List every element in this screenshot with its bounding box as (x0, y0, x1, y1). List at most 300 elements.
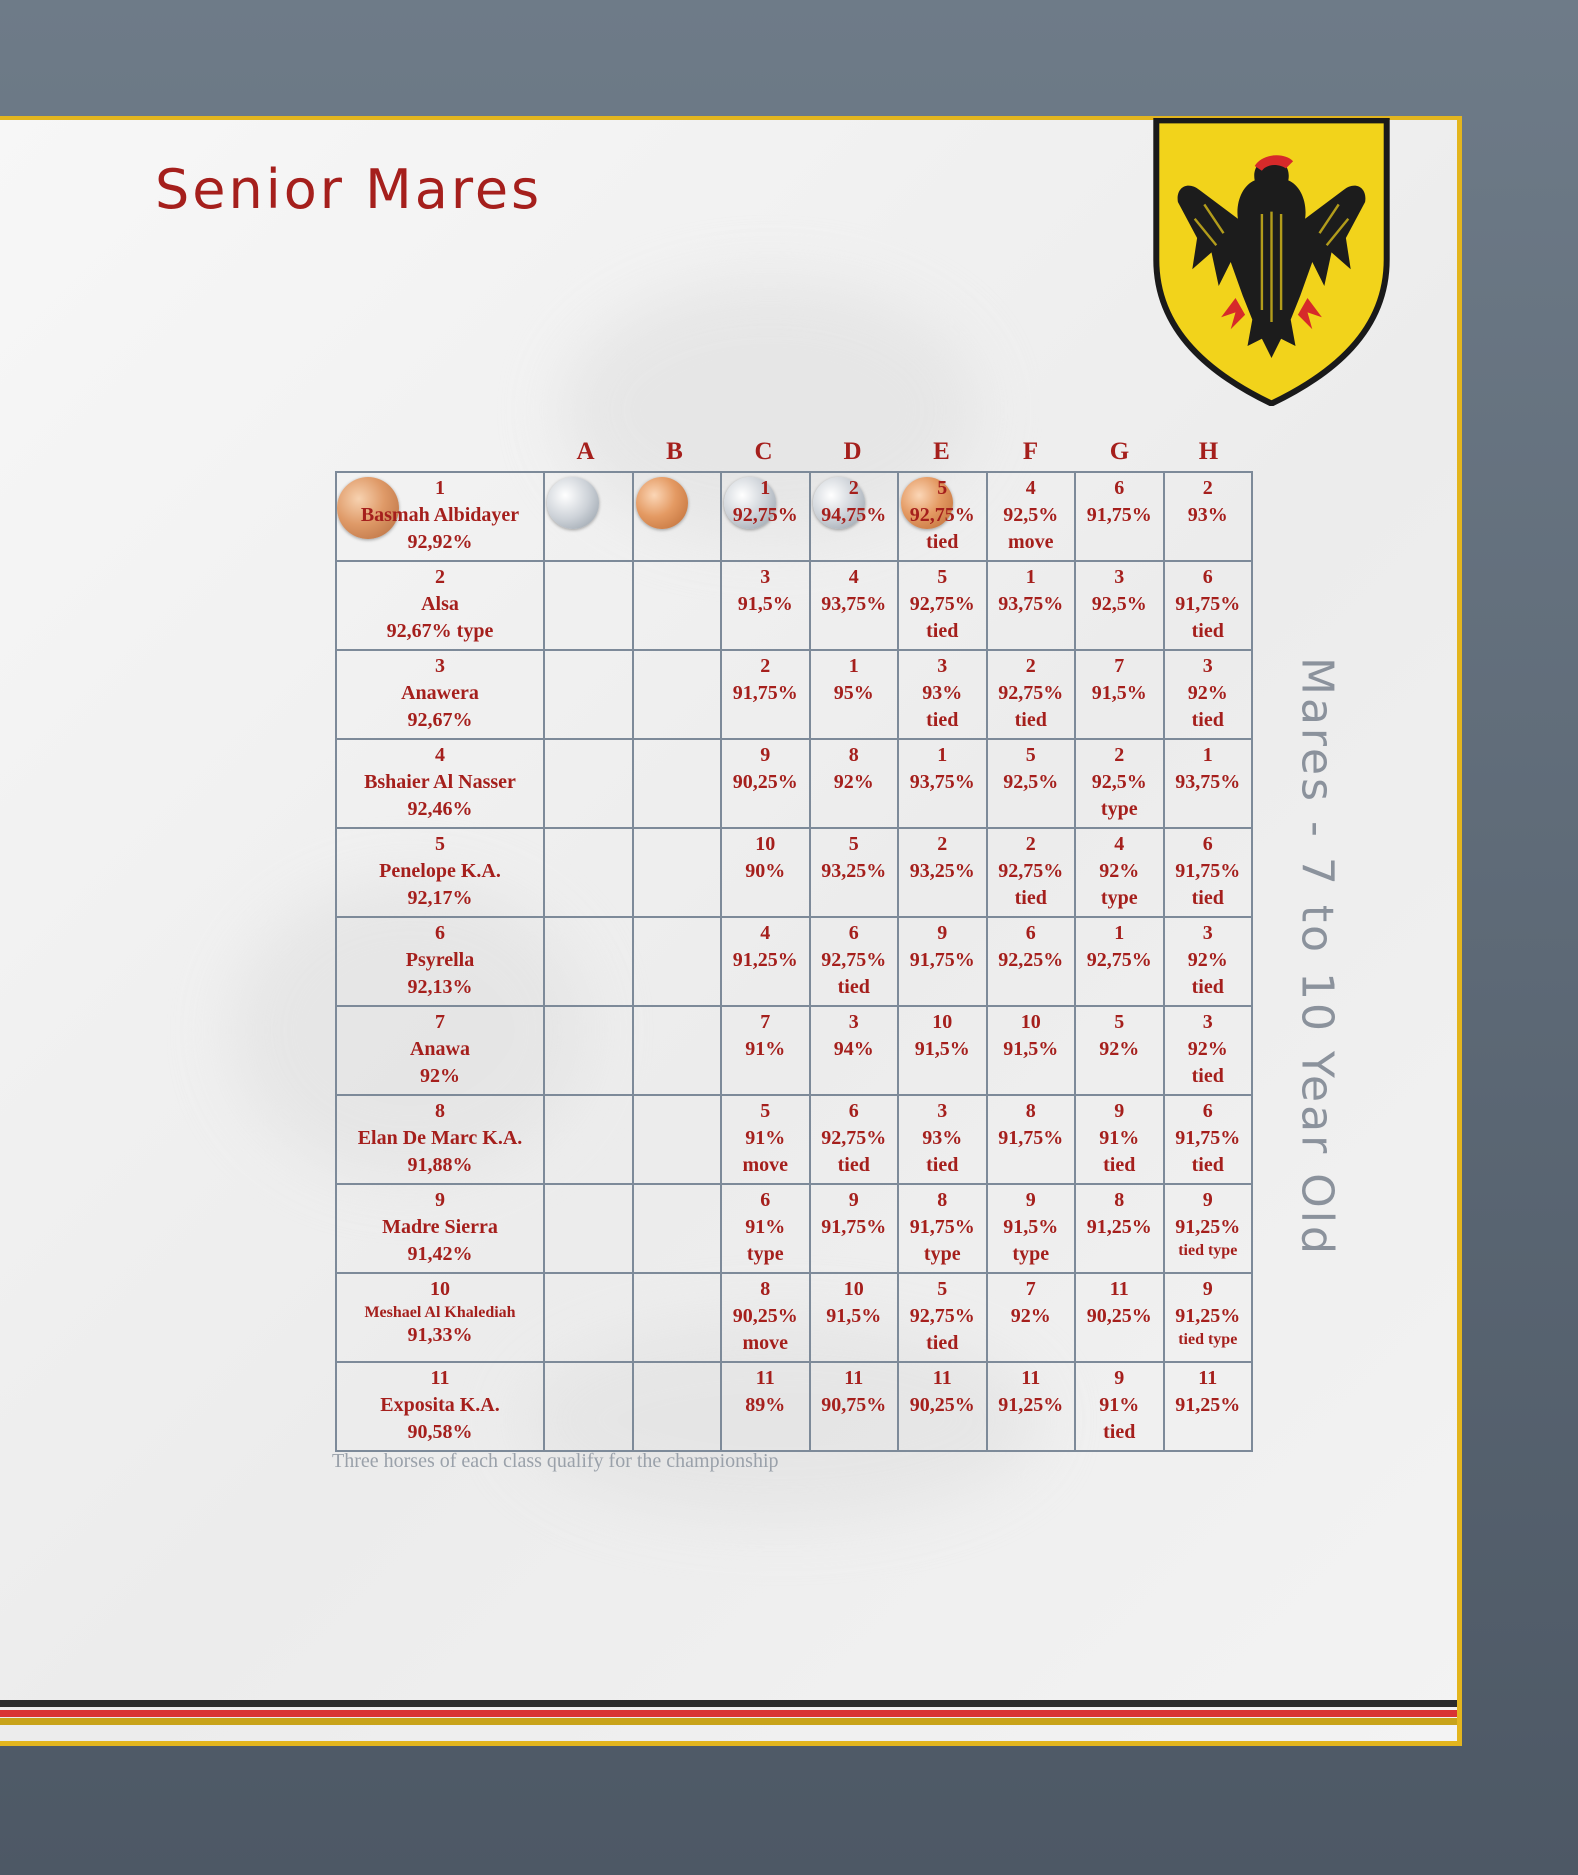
score-cell-d (810, 1006, 899, 1095)
tie-break-note: type (746, 1243, 784, 1265)
score-cell-h (1164, 650, 1253, 739)
judge-placing: 5 (937, 477, 948, 499)
horse-name: Madre Sierra (382, 1216, 498, 1238)
judge-score: 92% (1099, 1038, 1140, 1060)
judge-score: 89% (745, 1394, 786, 1416)
tie-break-note: tied (1014, 887, 1047, 909)
judge-placing: 2 (1025, 655, 1036, 677)
score-cell-b (633, 1273, 722, 1362)
score-cell-c (721, 739, 810, 828)
judge-score: 93,75% (998, 593, 1064, 615)
horse-cell (336, 561, 544, 650)
score-cell-b (633, 1006, 722, 1095)
judge-score: 90,25% (732, 1305, 798, 1327)
tie-break-note: tied (837, 1154, 870, 1176)
judge-placing: 9 (1202, 1278, 1213, 1300)
score-cell-d (810, 1273, 899, 1362)
tie-break-note: tied (926, 1332, 959, 1354)
horse-name: Penelope K.A. (379, 860, 501, 882)
score-cell-b (633, 739, 722, 828)
score-cell-a (544, 650, 633, 739)
score-cell-c (721, 472, 810, 561)
judge-placing: 6 (1202, 1100, 1213, 1122)
horse-score: 92,67% type (386, 620, 494, 642)
score-cell-f (987, 472, 1076, 561)
judge-placing: 11 (844, 1367, 864, 1389)
horse-score: 92,17% (407, 887, 473, 909)
horse-name: Bshaier Al Nasser (364, 771, 516, 793)
score-cell-f (987, 917, 1076, 1006)
score-cell-h (1164, 1095, 1253, 1184)
score-cell-b (633, 561, 722, 650)
judge-score: 92,75% (998, 682, 1064, 704)
horse-cell (336, 1273, 544, 1362)
horse-rank: 7 (435, 1011, 445, 1033)
judge-placing: 8 (1025, 1100, 1036, 1122)
score-cell-a (544, 1095, 633, 1184)
bronze-medal-icon (636, 477, 688, 529)
judge-placing: 4 (848, 566, 859, 588)
horse-score: 92,92% (407, 531, 473, 553)
judge-score: 93,75% (821, 593, 887, 615)
horse-rank: 3 (435, 655, 445, 677)
horse-rank: 2 (435, 566, 445, 588)
judge-placing: 6 (848, 1100, 859, 1122)
horse-name: Basmah Albidayer (360, 504, 520, 526)
score-cell-g (1075, 917, 1164, 1006)
score-cell-h (1164, 472, 1253, 561)
judge-placing: 2 (937, 833, 948, 855)
judge-score: 92% (1187, 1038, 1228, 1060)
horse-cell (336, 917, 544, 1006)
judge-score: 91,75% (1086, 504, 1152, 526)
tie-break-note: type (1100, 887, 1138, 909)
score-cell-b (633, 828, 722, 917)
horse-cell (336, 739, 544, 828)
judge-placing: 3 (937, 1100, 948, 1122)
score-cell-d (810, 1095, 899, 1184)
score-cell-g (1075, 1362, 1164, 1451)
judge-score: 92,5% (1091, 771, 1147, 793)
column-header-d: D (843, 438, 862, 465)
horse-score: 92,46% (407, 798, 473, 820)
score-cell-g (1075, 1184, 1164, 1273)
horse-rank: 5 (435, 833, 445, 855)
score-cell-g (1075, 1273, 1164, 1362)
horse-cell (336, 828, 544, 917)
judge-placing: 11 (1109, 1278, 1129, 1300)
score-cell-d (810, 739, 899, 828)
tie-break-note: tied type (1178, 1242, 1238, 1259)
judge-placing: 5 (937, 566, 948, 588)
score-cell-b (633, 1095, 722, 1184)
judge-placing: 5 (937, 1278, 948, 1300)
judge-placing: 6 (1202, 566, 1213, 588)
tie-break-note: type (1100, 798, 1138, 820)
table-row (336, 739, 1252, 828)
score-cell-b (633, 472, 722, 561)
score-cell-e (898, 472, 987, 561)
judge-score: 91,25% (1175, 1216, 1241, 1238)
judge-score: 92,75% (821, 1127, 887, 1149)
horse-cell (336, 650, 544, 739)
judge-placing: 2 (760, 655, 771, 677)
score-cell-a (544, 561, 633, 650)
tie-break-note: tied (1191, 709, 1224, 731)
judge-placing: 9 (1025, 1189, 1036, 1211)
score-cell-g (1075, 1095, 1164, 1184)
tie-break-note: type (923, 1243, 961, 1265)
judge-score: 92,75% (909, 504, 975, 526)
table-row (336, 561, 1252, 650)
judge-score: 94% (833, 1038, 874, 1060)
horse-rank: 9 (435, 1189, 445, 1211)
judge-placing: 7 (760, 1011, 771, 1033)
score-cell-d (810, 1184, 899, 1273)
score-cell-b (633, 1362, 722, 1451)
score-cell-b (633, 1184, 722, 1273)
tie-break-note: tied (837, 976, 870, 998)
horse-score: 92% (420, 1065, 460, 1087)
horse-cell (336, 1184, 544, 1273)
judge-placing: 8 (1114, 1189, 1125, 1211)
tie-break-note: move (1007, 531, 1054, 553)
judge-score: 90,25% (909, 1394, 975, 1416)
judge-score: 93,25% (909, 860, 975, 882)
judge-score: 92,25% (998, 949, 1064, 971)
judge-score: 92% (833, 771, 874, 793)
score-cell-e (898, 917, 987, 1006)
column-header-e: E (933, 438, 950, 465)
horse-score: 90,58% (407, 1421, 473, 1443)
score-cell-g (1075, 1006, 1164, 1095)
silver-medal-icon (547, 477, 599, 529)
judge-placing: 2 (1114, 744, 1125, 766)
score-cell-f (987, 561, 1076, 650)
judge-placing: 9 (1114, 1100, 1125, 1122)
score-cell-b (633, 650, 722, 739)
judge-placing: 11 (1198, 1367, 1218, 1389)
score-cell-f (987, 1362, 1076, 1451)
score-cell-c (721, 1362, 810, 1451)
judge-score: 91,25% (1086, 1216, 1152, 1238)
score-cell-h (1164, 1362, 1253, 1451)
judge-placing: 2 (1202, 477, 1213, 499)
judge-score: 92,5% (1003, 771, 1059, 793)
judge-score: 91% (1099, 1127, 1140, 1149)
judge-placing: 9 (1202, 1189, 1213, 1211)
score-cell-d (810, 650, 899, 739)
judge-placing: 2 (848, 477, 859, 499)
horse-cell (336, 472, 544, 561)
judge-placing: 5 (848, 833, 859, 855)
judge-placing: 7 (1025, 1278, 1036, 1300)
judge-score: 92% (1187, 949, 1228, 971)
table-row (336, 472, 1252, 561)
column-header-h: H (1198, 438, 1219, 465)
score-cell-d (810, 828, 899, 917)
score-cell-f (987, 1184, 1076, 1273)
judge-score: 91% (745, 1127, 786, 1149)
judge-score: 91,5% (826, 1305, 882, 1327)
judge-score: 93% (1187, 504, 1228, 526)
judge-score: 91% (745, 1038, 786, 1060)
tie-break-note: move (742, 1332, 789, 1354)
horse-name: Anawa (409, 1038, 470, 1060)
score-cell-c (721, 1006, 810, 1095)
column-header-f: F (1022, 438, 1039, 465)
judge-placing: 10 (1020, 1011, 1041, 1033)
judge-placing: 1 (760, 477, 771, 499)
score-cell-g (1075, 650, 1164, 739)
judge-placing: 3 (848, 1011, 859, 1033)
table-row (336, 650, 1252, 739)
judge-score: 91,75% (909, 949, 975, 971)
judge-placing: 9 (760, 744, 771, 766)
judge-placing: 2 (1025, 833, 1036, 855)
judge-score: 91% (745, 1216, 786, 1238)
judge-score: 92,75% (1086, 949, 1152, 971)
score-cell-a (544, 1362, 633, 1451)
side-category-label (1291, 612, 1343, 1302)
tie-break-note: tied (1191, 887, 1224, 909)
judge-placing: 9 (1114, 1367, 1125, 1389)
score-cell-e (898, 1184, 987, 1273)
judge-placing: 6 (1025, 922, 1036, 944)
judge-score: 93% (922, 1127, 963, 1149)
score-cell-f (987, 1273, 1076, 1362)
horse-rank: 4 (435, 744, 445, 766)
judge-score: 92,75% (732, 504, 798, 526)
judge-score: 91,25% (998, 1394, 1064, 1416)
judge-score: 90,25% (1086, 1305, 1152, 1327)
score-cell-h (1164, 1273, 1253, 1362)
tie-break-note: tied (1191, 976, 1224, 998)
score-cell-h (1164, 828, 1253, 917)
judge-placing: 10 (843, 1278, 864, 1300)
column-header-g: G (1109, 438, 1130, 465)
score-cell-c (721, 828, 810, 917)
score-cell-f (987, 739, 1076, 828)
column-header-c: C (754, 438, 773, 465)
judge-placing: 8 (937, 1189, 948, 1211)
score-cell-g (1075, 561, 1164, 650)
judge-score: 91,5% (737, 593, 793, 615)
score-cell-a (544, 739, 633, 828)
tie-break-note: tied (926, 1154, 959, 1176)
judge-placing: 4 (760, 922, 771, 944)
score-cell-g (1075, 472, 1164, 561)
score-cell-c (721, 650, 810, 739)
horse-cell (336, 1362, 544, 1451)
judge-placing: 1 (848, 655, 859, 677)
table-row (336, 1184, 1252, 1273)
judge-placing: 3 (1202, 1011, 1213, 1033)
judge-placing: 3 (1202, 655, 1213, 677)
horse-name: Exposita K.A. (380, 1394, 500, 1416)
judge-score: 92% (1099, 860, 1140, 882)
judge-placing: 8 (848, 744, 859, 766)
footnote: Three horses of each class qualify for the championship (332, 1450, 779, 1472)
judge-placing: 3 (1114, 566, 1125, 588)
flag-stripe-red (0, 1710, 1457, 1717)
judge-score: 91,5% (1003, 1216, 1059, 1238)
results-table (335, 471, 1253, 1452)
score-cell-d (810, 472, 899, 561)
horse-score: 91,88% (407, 1154, 473, 1176)
judge-placing: 6 (848, 922, 859, 944)
score-cell-a (544, 1006, 633, 1095)
judge-score: 90% (745, 860, 786, 882)
horse-rank: 11 (430, 1367, 450, 1389)
horse-name: Meshael Al Khalediah (364, 1304, 516, 1321)
judge-placing: 10 (932, 1011, 953, 1033)
score-cell-c (721, 1095, 810, 1184)
score-cell-c (721, 1273, 810, 1362)
horse-score: 91,33% (407, 1324, 473, 1346)
column-header-a: A (576, 438, 595, 465)
score-cell-a (544, 917, 633, 1006)
judge-score: 90,75% (821, 1394, 887, 1416)
tie-break-note: move (742, 1154, 789, 1176)
judge-placing: 3 (937, 655, 948, 677)
judge-placing: 6 (1114, 477, 1125, 499)
tie-break-note: tied (926, 620, 959, 642)
judge-score: 93,75% (1175, 771, 1241, 793)
score-cell-d (810, 561, 899, 650)
score-cell-e (898, 739, 987, 828)
judge-placing: 1 (1025, 566, 1036, 588)
score-cell-e (898, 1362, 987, 1451)
judge-placing: 6 (760, 1189, 771, 1211)
horse-score: 92,67% (407, 709, 473, 731)
judge-score: 92% (1187, 682, 1228, 704)
horse-score: 91,42% (407, 1243, 473, 1265)
judge-score: 92,75% (909, 593, 975, 615)
tie-break-note: tied (1014, 709, 1047, 731)
judge-placing: 5 (760, 1100, 771, 1122)
score-cell-f (987, 650, 1076, 739)
judge-placing: 1 (1202, 744, 1213, 766)
tie-break-note: tied (926, 531, 959, 553)
judge-placing: 9 (937, 922, 948, 944)
judge-placing: 4 (1025, 477, 1036, 499)
score-cell-h (1164, 561, 1253, 650)
score-cell-c (721, 1184, 810, 1273)
score-cell-h (1164, 917, 1253, 1006)
judge-placing: 3 (760, 566, 771, 588)
score-cell-e (898, 828, 987, 917)
table-row (336, 1273, 1252, 1362)
judge-score: 92,75% (909, 1305, 975, 1327)
judge-score: 90,25% (732, 771, 798, 793)
table-row (336, 1095, 1252, 1184)
column-header-b: B (666, 438, 683, 465)
judge-placing: 6 (1202, 833, 1213, 855)
score-cell-d (810, 917, 899, 1006)
score-cell-d (810, 1362, 899, 1451)
horse-score: 92,13% (407, 976, 473, 998)
score-cell-c (721, 561, 810, 650)
horse-name: Elan De Marc K.A. (357, 1127, 523, 1149)
judge-score: 91,75% (998, 1127, 1064, 1149)
score-cell-a (544, 472, 633, 561)
score-cell-f (987, 1006, 1076, 1095)
judge-score: 91,75% (821, 1216, 887, 1238)
horse-name: Psyrella (405, 949, 475, 971)
judge-score: 93,75% (909, 771, 975, 793)
tie-break-note: type (1012, 1243, 1050, 1265)
judge-score: 92,75% (998, 860, 1064, 882)
judge-placing: 11 (932, 1367, 952, 1389)
horse-name: Anawera (401, 682, 479, 704)
judge-score: 95% (833, 682, 874, 704)
horse-rank: 10 (430, 1278, 450, 1300)
judge-score: 91,75% (1175, 1127, 1241, 1149)
score-cell-a (544, 1184, 633, 1273)
judge-placing: 9 (848, 1189, 859, 1211)
score-cell-g (1075, 828, 1164, 917)
judge-placing: 1 (1114, 922, 1125, 944)
judge-score: 94,75% (821, 504, 887, 526)
table-row (336, 1362, 1252, 1451)
score-cell-e (898, 561, 987, 650)
judge-score: 91,5% (1003, 1038, 1059, 1060)
tie-break-note: tied (926, 709, 959, 731)
judge-score: 91,75% (732, 682, 798, 704)
judge-score: 92,5% (1091, 593, 1147, 615)
score-cell-g (1075, 739, 1164, 828)
score-cell-f (987, 1095, 1076, 1184)
judge-placing: 11 (1021, 1367, 1041, 1389)
score-cell-b (633, 917, 722, 1006)
horse-cell (336, 1006, 544, 1095)
judge-score: 92,5% (1003, 504, 1059, 526)
side-category-text: Mares - 7 to 10 Year Old (1291, 657, 1343, 1257)
horse-rank: 1 (435, 477, 445, 499)
judge-placing: 5 (1114, 1011, 1125, 1033)
score-cell-e (898, 1095, 987, 1184)
judge-placing: 11 (755, 1367, 775, 1389)
judge-score: 91,5% (914, 1038, 970, 1060)
judge-placing: 8 (760, 1278, 771, 1300)
judge-score: 93,25% (821, 860, 887, 882)
score-cell-h (1164, 1006, 1253, 1095)
table-row (336, 917, 1252, 1006)
tie-break-note: tied (1103, 1154, 1136, 1176)
flag-stripe-gold (0, 1718, 1457, 1725)
judge-placing: 3 (1202, 922, 1213, 944)
score-cell-h (1164, 739, 1253, 828)
score-cell-h (1164, 1184, 1253, 1273)
judge-placing: 5 (1025, 744, 1036, 766)
judge-score: 91,25% (1175, 1305, 1241, 1327)
judge-score: 91,75% (909, 1216, 975, 1238)
judge-score: 91,25% (1175, 1394, 1241, 1416)
judge-score: 92,75% (821, 949, 887, 971)
score-cell-c (721, 917, 810, 1006)
horse-rank: 6 (435, 922, 445, 944)
tie-break-note: tied type (1178, 1331, 1238, 1348)
judge-score: 91,75% (1175, 860, 1241, 882)
tie-break-note: tied (1103, 1421, 1136, 1443)
judge-placing: 7 (1114, 655, 1125, 677)
flag-stripe-black (0, 1700, 1457, 1707)
tie-break-note: tied (1191, 620, 1224, 642)
judge-placing: 1 (937, 744, 948, 766)
tie-break-note: tied (1191, 1154, 1224, 1176)
score-cell-e (898, 1273, 987, 1362)
